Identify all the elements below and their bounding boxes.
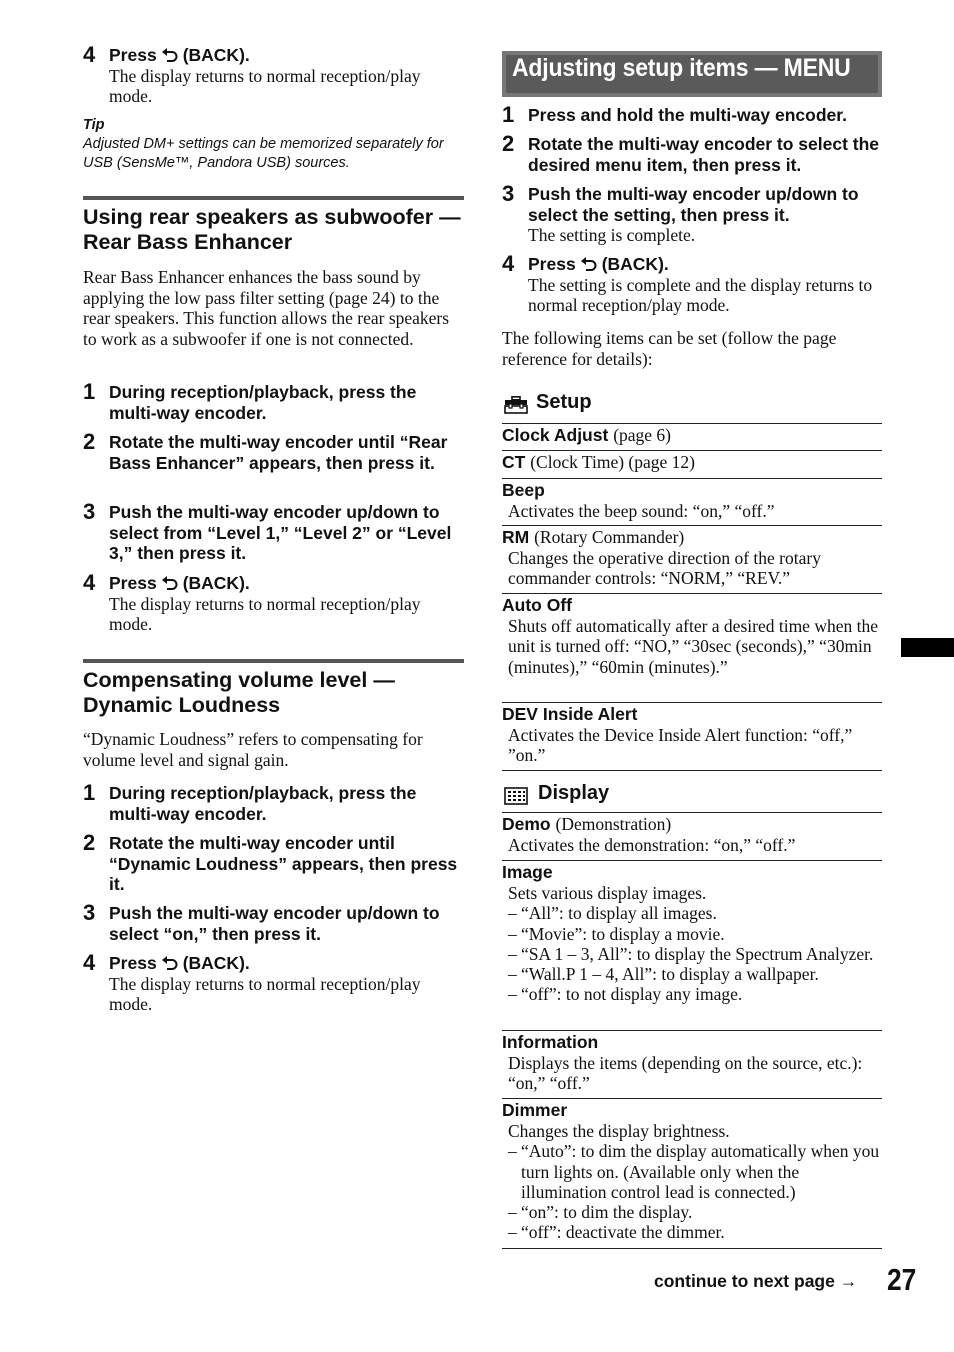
display-item-dimmer: [502, 1098, 882, 1243]
step-text: Push the multi-way encoder up/down to select the setting, then press it.: [528, 184, 859, 225]
step-number: 3: [502, 181, 515, 206]
setup-item-beep: [502, 478, 882, 521]
step-text: Press and hold the multi-way encoder.: [528, 105, 847, 125]
rbe-step-1: [83, 379, 464, 423]
menu-step-4: [502, 251, 882, 316]
list-item: – “Wall.P 1 – 4, All”: to display a wallpaper.: [521, 964, 882, 984]
item-ref: (Rotary Commander): [534, 527, 685, 547]
continue-next-page: continue to next page →: [654, 1271, 858, 1291]
step-text: During reception/playback, press the multi-way encoder.: [109, 382, 417, 423]
step-body: The setting is complete.: [528, 225, 696, 245]
list-item: – “off”: to not display any image.: [521, 984, 882, 1004]
menu-section-banner: [502, 51, 882, 97]
step-back-label: (BACK).: [601, 254, 669, 274]
setup-item-clock-adjust: [502, 423, 882, 446]
step-text: Rotate the multi-way encoder until “Rear Bass Enhancer” appears, then press it.: [109, 432, 448, 473]
step-number: 1: [83, 379, 96, 404]
item-desc: Activates the beep sound: “on,” “off.”: [508, 501, 775, 521]
section-title-rear-bass: Using rear speakers as subwoofer — Rear Bass Enhancer: [83, 205, 461, 254]
rbe-step-2: [83, 429, 464, 473]
step-4-top: [83, 42, 464, 107]
menu-step-1: [502, 102, 882, 127]
item-title: Clock Adjust: [502, 425, 609, 445]
rbe-step-3: [83, 499, 464, 564]
rbe-step-4: [83, 570, 464, 635]
back-arrow-icon: [161, 48, 179, 62]
item-desc: Sets various display images.: [508, 883, 707, 903]
display-end-rule: [502, 1248, 882, 1249]
step-number: 2: [83, 429, 96, 454]
list-item: – “off”: deactivate the dimmer.: [521, 1222, 882, 1242]
step-number: 4: [83, 42, 96, 67]
display-category: [502, 782, 882, 810]
step-number: 2: [83, 830, 96, 855]
back-arrow-icon: [580, 257, 598, 271]
setup-item-rm: [502, 525, 882, 589]
step-back-label: (BACK).: [182, 573, 250, 593]
menu-step-3: [502, 181, 882, 246]
step-number: 4: [502, 251, 515, 276]
dl-step-3: [83, 900, 464, 944]
section-intro-rear-bass: Rear Bass Enhancer enhances the bass sound by applying the low pass filter setting (page 24) to the rear speakers. This function allows the rear speakers to work as a subwoofer if one is not connected.: [83, 267, 450, 349]
item-desc: Activates the Device Inside Alert function: “off,” ”on.”: [508, 725, 853, 766]
item-title: Dimmer: [502, 1100, 568, 1120]
item-title: DEV Inside Alert: [502, 704, 638, 724]
section-intro-dynamic-loudness: “Dynamic Loudness” refers to compensating for volume level and signal gain.: [83, 729, 423, 770]
step-press-label: Press: [528, 254, 576, 274]
step-number: 2: [502, 131, 515, 156]
item-desc: Activates the demonstration: “on,” “off.”: [508, 835, 796, 855]
setup-end-rule: [502, 770, 882, 771]
setup-item-auto-off: [502, 593, 882, 677]
item-title: CT: [502, 452, 526, 472]
step-number: 3: [83, 499, 96, 524]
item-title: Image: [502, 862, 553, 882]
section-rule: [83, 196, 464, 200]
section-title-dynamic-loudness: Compensating volume level — Dynamic Loudness: [83, 668, 395, 717]
display-item-image: [502, 860, 882, 1005]
item-desc: Changes the operative direction of the rotary commander controls: “NORM,” “REV.”: [508, 548, 821, 589]
step-back-label: (BACK).: [182, 953, 250, 973]
step-body: The setting is complete and the display returns to normal reception/play mode.: [528, 274, 873, 315]
back-arrow-icon: [161, 576, 179, 590]
tip-label: Tip: [83, 117, 105, 133]
item-ref: (Demonstration): [555, 814, 672, 834]
step-body: The display returns to normal reception/play mode.: [109, 593, 421, 634]
dl-step-4: [83, 950, 464, 1015]
setup-label: Setup: [536, 391, 592, 413]
display-label: Display: [538, 782, 610, 804]
item-title: Beep: [502, 480, 545, 500]
page-number: 27: [887, 1262, 917, 1297]
step-body: The display returns to normal reception/play mode.: [109, 973, 421, 1014]
step-body: The display returns to normal reception/play mode.: [109, 65, 421, 106]
dl-step-2: [83, 830, 464, 895]
list-item: – “Movie”: to display a movie.: [521, 924, 882, 944]
item-title: Demo: [502, 814, 551, 834]
setup-item-ct: [502, 450, 882, 473]
list-item: – “on”: to dim the display.: [521, 1202, 882, 1222]
toolbox-icon: [504, 396, 528, 414]
back-arrow-icon: [161, 956, 179, 970]
step-number: 1: [502, 102, 515, 127]
step-press-label: Press: [109, 45, 157, 65]
item-title: Information: [502, 1032, 599, 1052]
display-item-demo: [502, 812, 882, 855]
list-item: – “All”: to display all images.: [521, 903, 882, 923]
item-ref: (Clock Time) (page 12): [530, 452, 695, 472]
item-desc: Shuts off automatically after a desired time when the unit is turned off: “NO,” “30sec (seconds),” “30min (minutes),” “60min (minutes).”: [508, 616, 878, 677]
dl-step-1: [83, 780, 464, 824]
list-item: – “SA 1 – 3, All”: to display the Spectrum Analyzer.: [521, 944, 882, 964]
item-title: RM: [502, 527, 530, 547]
display-icon: [504, 787, 528, 805]
item-title: Auto Off: [502, 595, 572, 615]
item-desc: Changes the display brightness.: [508, 1121, 730, 1141]
step-number: 3: [83, 900, 96, 925]
following-items-text: The following items can be set (follow the page reference for details):: [502, 328, 837, 369]
step-number: 4: [83, 950, 96, 975]
step-press-label: Press: [109, 953, 157, 973]
item-ref: (page 6): [613, 425, 672, 445]
side-tab-marker: [901, 638, 954, 657]
step-number: 1: [83, 780, 96, 805]
section-rule: [83, 659, 464, 663]
step-text: Push the multi-way encoder up/down to select “on,” then press it.: [109, 903, 440, 944]
setup-category: [502, 391, 882, 419]
list-item: – “Auto”: to dim the display automatically when you turn lights on. (Available only when the illumination control lead is connected.): [521, 1141, 882, 1202]
step-text: Rotate the multi-way encoder until “Dynamic Loudness” appears, then press it.: [109, 833, 458, 894]
tip-text: Adjusted DM+ settings can be memorized separately for USB (SensMe™, Pandora USB) sources.: [83, 136, 444, 171]
display-item-information: [502, 1030, 882, 1094]
menu-step-2: [502, 131, 882, 175]
step-text: Rotate the multi-way encoder to select the desired menu item, then press it.: [528, 134, 880, 175]
step-back-label: (BACK).: [182, 45, 250, 65]
step-text: Push the multi-way encoder up/down to select from “Level 1,” “Level 2” or “Level 3,” then press it.: [109, 502, 452, 563]
setup-item-dev-inside-alert: [502, 702, 882, 766]
item-desc: Displays the items (depending on the source, etc.): “on,” “off.”: [508, 1053, 863, 1094]
banner-title: Adjusting setup items — MENU: [512, 54, 851, 82]
step-number: 4: [83, 570, 96, 595]
step-text: During reception/playback, press the multi-way encoder.: [109, 783, 417, 824]
step-press-label: Press: [109, 573, 157, 593]
